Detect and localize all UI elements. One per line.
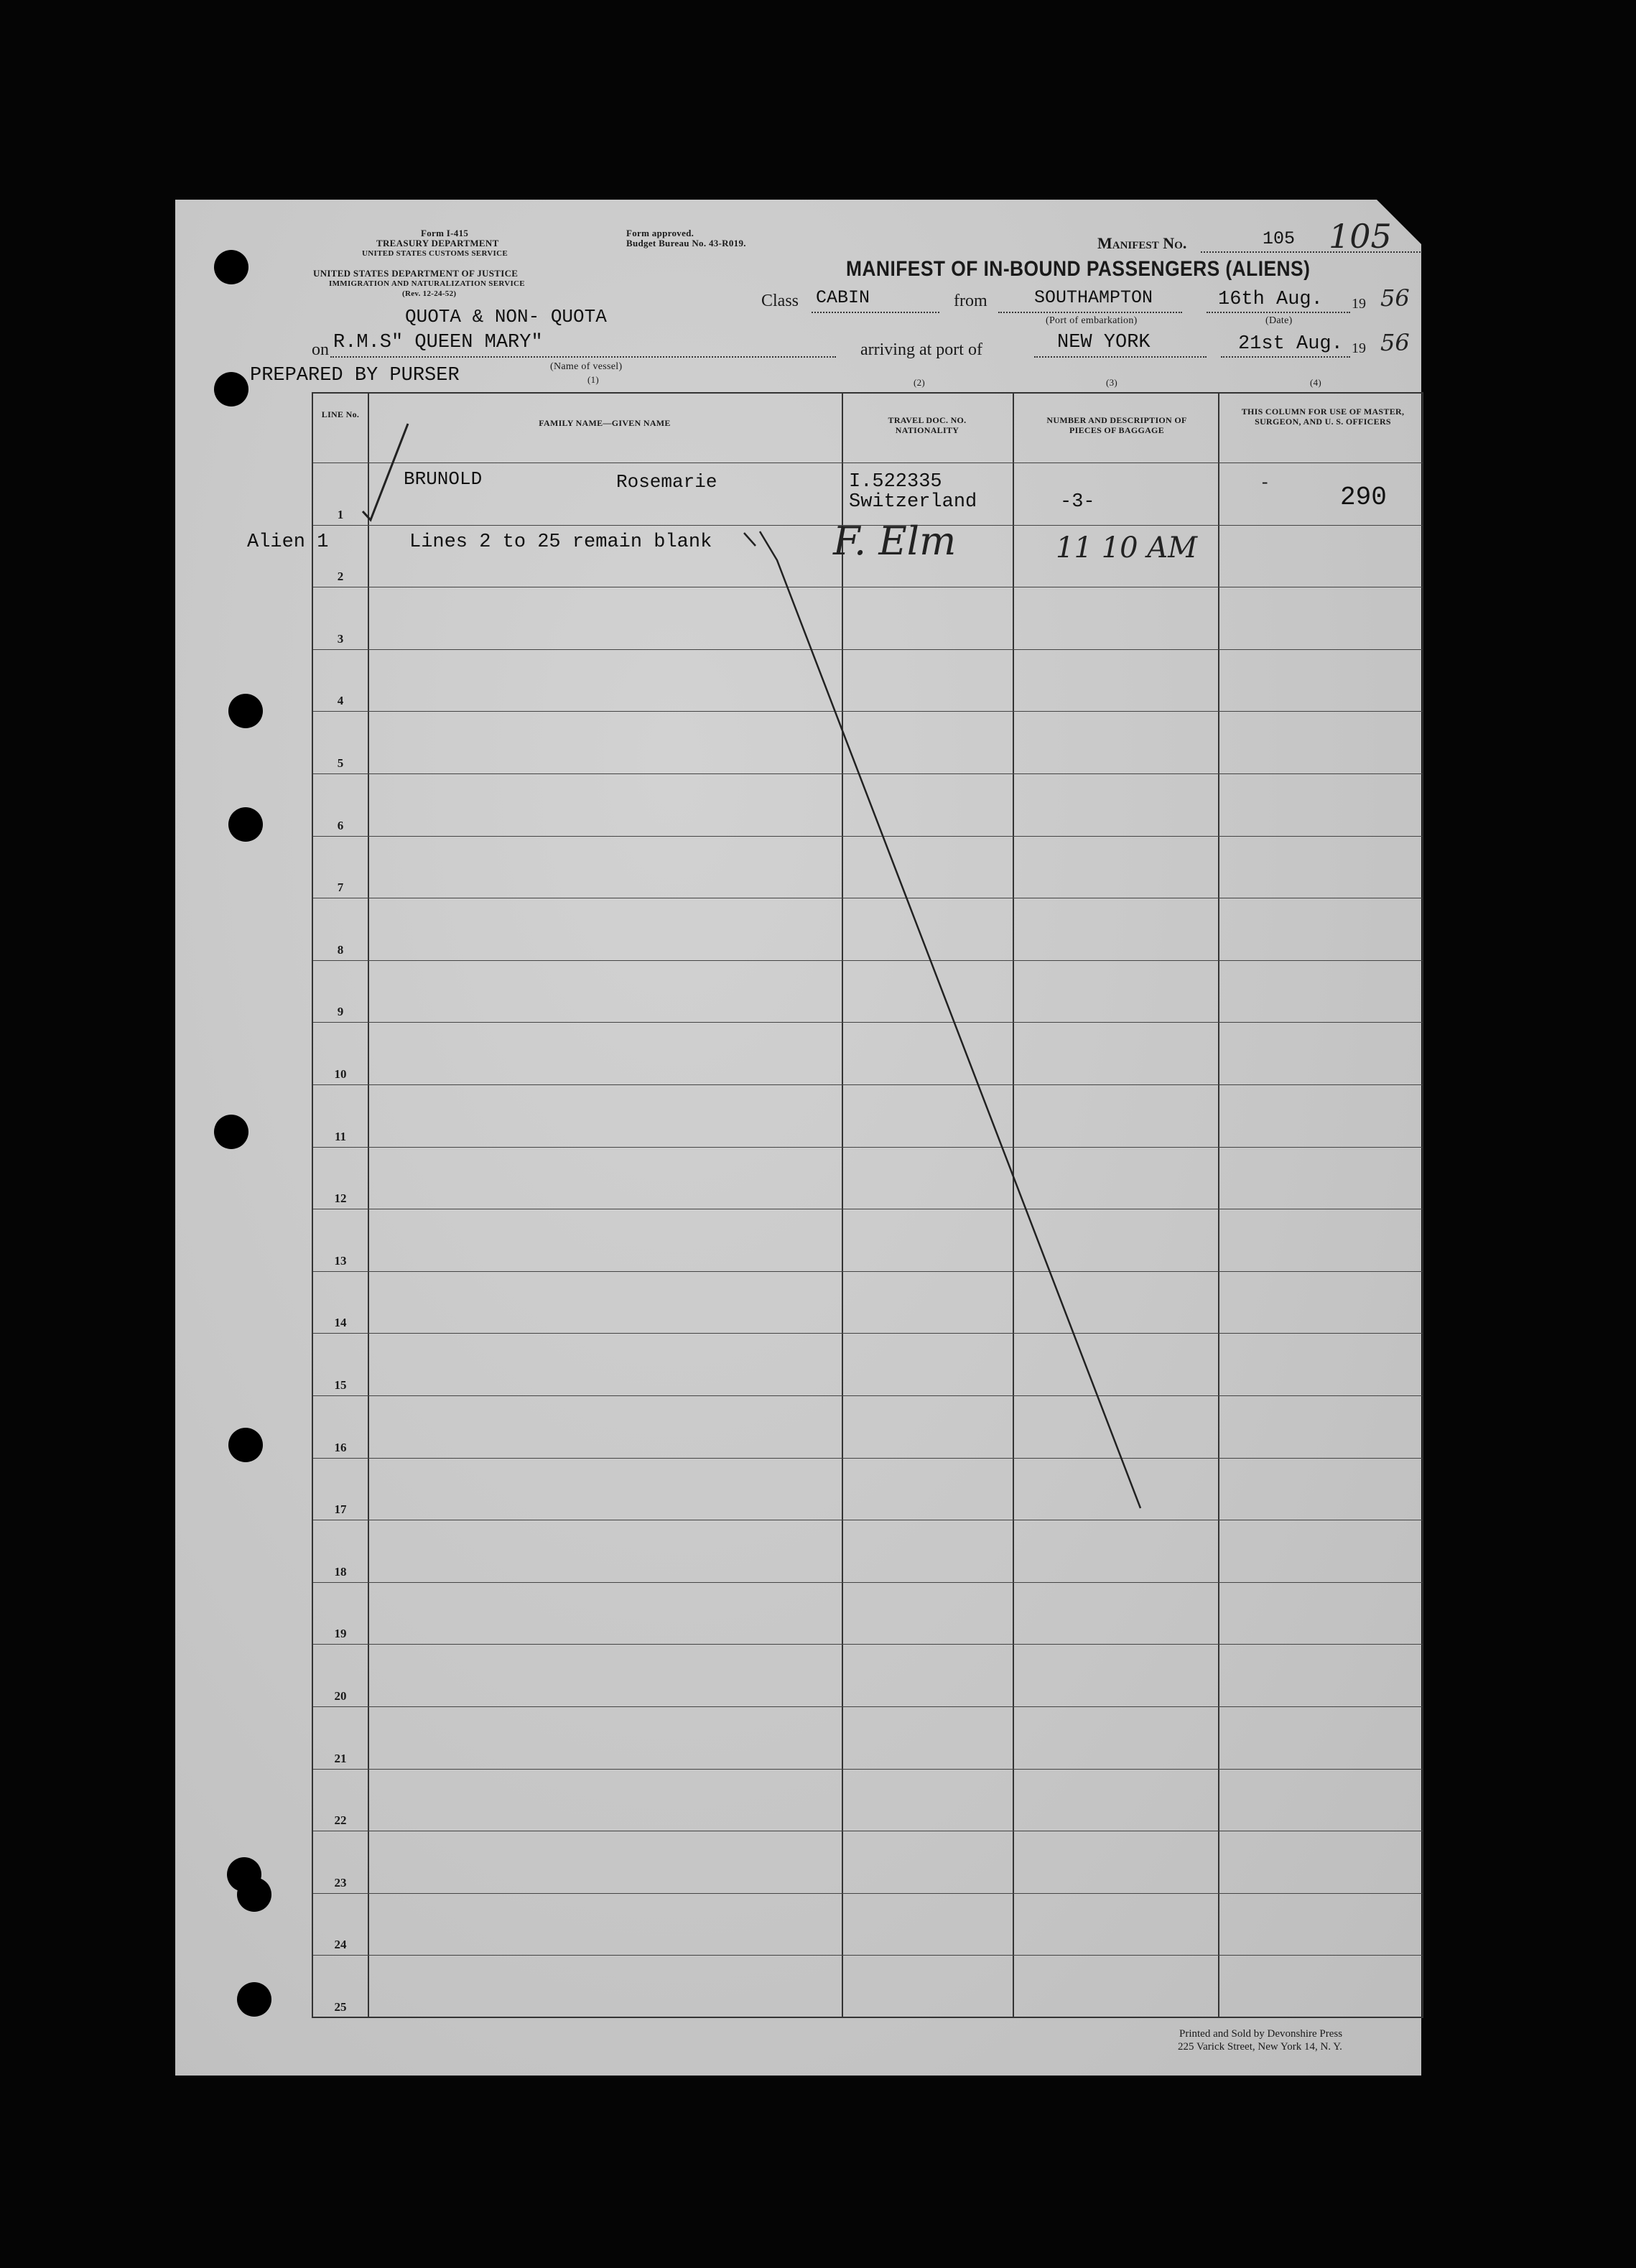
- from-label: from: [954, 292, 987, 310]
- header-baggage: NUMBER AND DESCRIPTION OF PIECES OF BAGGAGE: [1046, 415, 1187, 435]
- alien-count-note: Alien 1: [247, 531, 329, 553]
- line-number: 16: [334, 1440, 347, 1454]
- line-number: 11: [334, 1129, 347, 1143]
- line-number: 14: [334, 1316, 347, 1330]
- inspector-signature: F. Elm: [833, 519, 957, 564]
- form-approved: Form approved.: [626, 228, 694, 238]
- arrival-year: 56: [1380, 329, 1410, 356]
- family-name: BRUNOLD: [404, 468, 483, 490]
- line-number: 20: [334, 1689, 347, 1703]
- treasury-department: TREASURY DEPARTMENT: [376, 238, 499, 248]
- on-label: on: [312, 340, 329, 359]
- class-label: Class: [761, 292, 799, 310]
- class-value: CABIN: [816, 287, 870, 308]
- arrival-year-prefix: 19: [1352, 340, 1366, 356]
- vessel-name: R.M.S" QUEEN MARY": [333, 332, 543, 353]
- prepared-by-purser: PREPARED BY PURSER: [250, 365, 460, 386]
- justice-department: UNITED STATES DEPARTMENT OF JUSTICE: [313, 268, 519, 279]
- departure-date: 16th Aug.: [1218, 289, 1323, 310]
- header-travel-doc: TRAVEL DOC. NO. NATIONALITY: [888, 415, 967, 435]
- column-4-number: (4): [1310, 377, 1322, 388]
- line-number: 13: [334, 1253, 347, 1268]
- line-number: 22: [334, 1813, 347, 1828]
- nationality: Switzerland: [849, 491, 977, 513]
- embarkation-port: SOUTHAMPTON: [1034, 287, 1153, 308]
- line-number: 4: [337, 694, 344, 708]
- line-number: 18: [334, 1564, 347, 1579]
- vessel-caption-number: (1): [587, 374, 600, 385]
- departure-year-prefix: 19: [1352, 296, 1366, 312]
- check-mark: [760, 531, 1140, 1508]
- departure-year: 56: [1380, 284, 1410, 312]
- line-number: 5: [337, 756, 344, 770]
- column-2-number: (2): [914, 377, 926, 388]
- column-3-number: (3): [1106, 377, 1118, 388]
- line-number: 7: [337, 880, 344, 895]
- manifest-number-label: Manifest No.: [1097, 234, 1187, 252]
- arrival-port: NEW YORK: [1057, 332, 1151, 353]
- port-caption: (Port of embarkation): [1046, 315, 1138, 326]
- officer-dash: -: [1260, 474, 1270, 493]
- arriving-label: arriving at port of: [860, 340, 982, 359]
- given-name: Rosemarie: [616, 471, 717, 493]
- manifest-number-typed: 105: [1263, 228, 1296, 249]
- customs-service: UNITED STATES CUSTOMS SERVICE: [362, 249, 508, 258]
- line-number: 19: [334, 1627, 347, 1641]
- line-number: 3: [337, 631, 344, 646]
- check-mark: [363, 424, 408, 520]
- line-number: 25: [334, 2000, 347, 2014]
- header-officers: THIS COLUMN FOR USE OF MASTER, SURGEON, AND U. S. OFFICERS: [1241, 406, 1405, 427]
- form-number: Form I-415: [421, 228, 469, 238]
- line-number: 9: [337, 1005, 344, 1019]
- line-number: 17: [334, 1502, 347, 1517]
- line-number: 21: [334, 1751, 347, 1765]
- line-number: 23: [334, 1875, 347, 1890]
- line-number: 10: [334, 1067, 347, 1081]
- check-mark: [744, 533, 756, 546]
- arrival-date: 21st Aug.: [1238, 333, 1343, 355]
- quota-line: QUOTA & NON- QUOTA: [405, 306, 607, 327]
- immigration-service: IMMIGRATION AND NATURALIZATION SERVICE: [329, 279, 525, 288]
- line-number: 12: [334, 1191, 347, 1206]
- header-family-name: FAMILY NAME—GIVEN NAME: [539, 418, 671, 428]
- line-number: 1: [337, 507, 344, 521]
- line-number: 6: [337, 818, 344, 832]
- manifest-title: MANIFEST OF IN-BOUND PASSENGERS (ALIENS): [846, 257, 1311, 281]
- officer-number: 290: [1340, 483, 1387, 512]
- budget-bureau: Budget Bureau No. 43-R019.: [626, 238, 746, 248]
- travel-doc-number: I.522335: [849, 471, 942, 493]
- line-number: 2: [337, 570, 344, 584]
- revision-date: (Rev. 12-24-52): [402, 289, 457, 298]
- inspection-time: 11 10 AM: [1056, 531, 1198, 564]
- printer-line-2: 225 Varick Street, New York 14, N. Y.: [1178, 2041, 1342, 2053]
- baggage-count: -3-: [1060, 491, 1095, 513]
- line-number: 15: [334, 1378, 347, 1392]
- printer-line-1: Printed and Sold by Devonshire Press: [1179, 2028, 1343, 2040]
- blank-lines-note: Lines 2 to 25 remain blank: [409, 531, 712, 553]
- manifest-number-handwritten: 105: [1329, 217, 1392, 256]
- line-number: 24: [334, 1938, 347, 1952]
- vessel-caption: (Name of vessel): [550, 361, 623, 372]
- date-caption: (Date): [1265, 315, 1293, 326]
- line-number: 8: [337, 942, 344, 957]
- header-line-no: LINE No.: [321, 409, 360, 419]
